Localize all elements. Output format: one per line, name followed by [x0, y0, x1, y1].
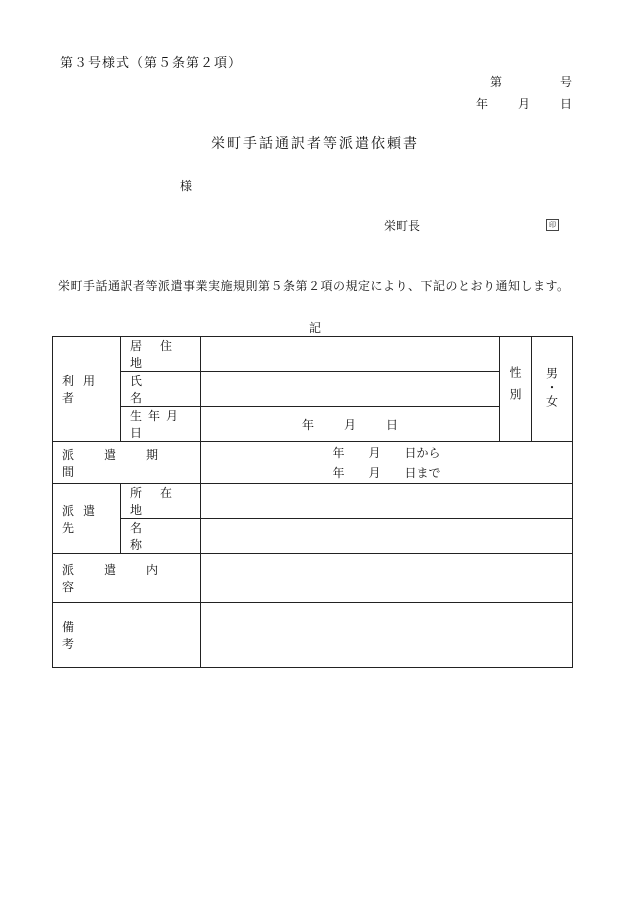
- name-label: 氏名: [130, 374, 191, 405]
- content-label: 派遣内容: [62, 563, 189, 594]
- residence-label: 居住地: [130, 339, 191, 370]
- gender-options: 男・女: [544, 366, 559, 409]
- user-label: [53, 372, 120, 406]
- date-day: 日: [559, 97, 572, 111]
- dob-label: 生年月日: [130, 409, 185, 440]
- period-start: 年 月 日から: [332, 445, 441, 460]
- dest-name-label-cell: [121, 519, 201, 554]
- issue-date: [476, 95, 572, 112]
- request-table: [52, 336, 573, 668]
- date-year: 年: [475, 97, 488, 111]
- dob-input[interactable]: [201, 407, 500, 442]
- name-label-cell: [121, 372, 201, 407]
- remarks-label-cell: [53, 603, 201, 668]
- dest-name-label: 名称: [130, 521, 191, 552]
- seal-mark: 印: [546, 219, 559, 231]
- destination-label-cell: [53, 484, 121, 554]
- period-label-cell: [53, 442, 201, 484]
- dob-month: 月: [343, 417, 356, 432]
- dob-day: 日: [386, 417, 399, 432]
- content-input[interactable]: [201, 554, 573, 603]
- gender-label-cell: [500, 337, 532, 442]
- gender-options-cell[interactable]: [532, 337, 573, 442]
- issuer-name: 栄町長: [384, 219, 421, 233]
- ki-heading: 記: [308, 321, 321, 335]
- form-number: 第３号様式（第５条第２項）: [60, 56, 243, 71]
- residence-label-cell: [121, 337, 201, 372]
- dob-label-cell: [121, 407, 201, 442]
- destination-label: 派遣先: [62, 503, 105, 535]
- body-text: 栄町手話通訳者等派遣事業実施規則第５条第２項の規定により、下記のとおり通知します。: [58, 279, 570, 293]
- name-input[interactable]: [201, 372, 500, 407]
- location-input[interactable]: [201, 484, 573, 519]
- content-label-cell: [53, 554, 201, 603]
- document-title: 栄町手話通訳者等派遣依頼書: [211, 136, 419, 152]
- doc-number-suffix: 号: [559, 75, 572, 89]
- gender-label: 性別: [508, 365, 522, 410]
- period-label: 派遣期間: [62, 447, 189, 479]
- doc-number-prefix: 第: [489, 75, 502, 89]
- dest-name-input[interactable]: [201, 519, 573, 554]
- user-label-cell: [53, 337, 121, 442]
- period-input[interactable]: [201, 442, 573, 484]
- location-label-cell: [121, 484, 201, 519]
- period-end: 年 月 日まで: [332, 465, 441, 480]
- user-label-text: 利用者: [62, 374, 105, 405]
- location-label: 所在地: [130, 486, 191, 517]
- remarks-input[interactable]: [201, 603, 573, 668]
- dob-year: 年: [301, 417, 314, 432]
- residence-input[interactable]: [201, 337, 500, 372]
- remarks-label: 備考: [62, 620, 171, 651]
- document-number: [490, 73, 572, 90]
- addressee-honorific: 様: [180, 179, 193, 193]
- date-month: 月: [517, 97, 530, 111]
